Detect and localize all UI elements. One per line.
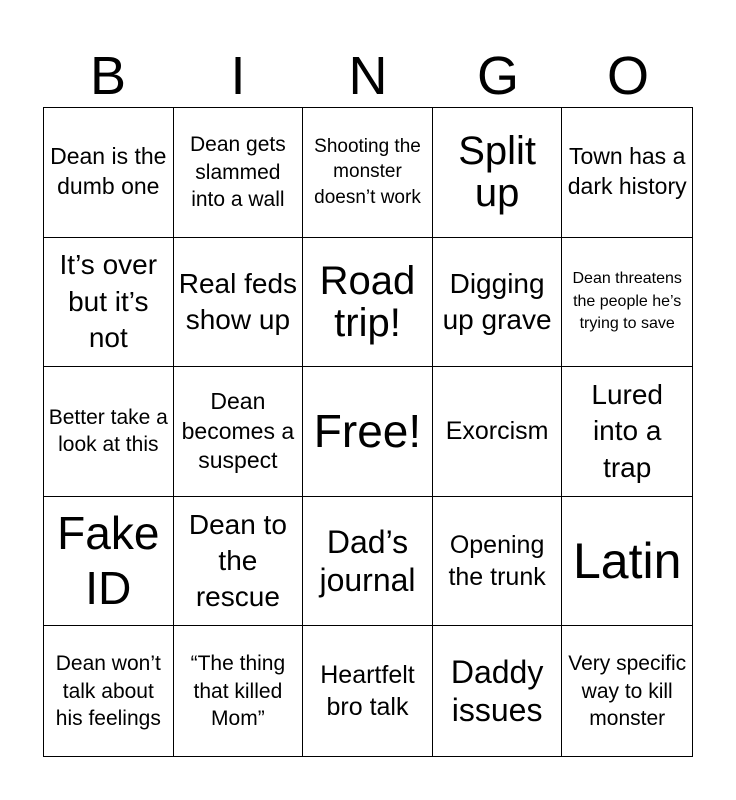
bingo-cell[interactable]: Heartfelt bro talk: [303, 626, 433, 756]
bingo-cell[interactable]: Daddy issues: [433, 626, 563, 756]
bingo-cell[interactable]: Town has a dark history: [562, 108, 692, 238]
bingo-cell[interactable]: Dean won’t talk about his feelings: [44, 626, 174, 756]
bingo-cell[interactable]: Dean becomes a suspect: [174, 367, 304, 497]
bingo-cell[interactable]: Very specific way to kill monster: [568, 652, 687, 730]
header-letter-n: N: [348, 46, 388, 106]
bingo-cell[interactable]: Lured into a trap: [562, 367, 692, 497]
bingo-cell[interactable]: Exorcism: [433, 367, 563, 497]
bingo-cell[interactable]: It’s over but it’s not: [44, 238, 174, 368]
bingo-cell[interactable]: Latin: [562, 497, 692, 627]
bingo-cell[interactable]: Opening the trunk: [433, 497, 563, 627]
bingo-board: [43, 107, 693, 757]
header-letter-g: G: [476, 46, 519, 106]
bingo-cell[interactable]: “The thing that killed Mom”: [174, 626, 304, 756]
bingo-cell[interactable]: Fake ID: [44, 497, 174, 627]
bingo-cell[interactable]: Dean threatens the people he’s trying to save: [562, 238, 692, 368]
bingo-cell[interactable]: Real feds show up: [174, 238, 304, 368]
header-letter-b: B: [89, 46, 127, 106]
bingo-cell[interactable]: Dean is the dumb one: [44, 108, 174, 238]
header-letter-o: O: [606, 46, 649, 106]
bingo-cell[interactable]: Free!: [303, 367, 433, 497]
bingo-cell[interactable]: Dean to the rescue: [174, 497, 304, 627]
header-letter-i: I: [230, 46, 246, 106]
bingo-cell[interactable]: Better take a look at this: [44, 367, 174, 497]
bingo-header: [43, 44, 693, 108]
bingo-cell[interactable]: Dean gets slammed into a wall: [174, 108, 304, 238]
bingo-cell[interactable]: Digging up grave: [433, 238, 563, 368]
bingo-cell[interactable]: Shooting the monster doesn’t work: [303, 108, 433, 238]
bingo-cell[interactable]: Split up: [433, 108, 563, 238]
bingo-cell[interactable]: Dad’s journal: [303, 497, 433, 627]
bingo-cell[interactable]: Road trip!: [303, 238, 433, 368]
